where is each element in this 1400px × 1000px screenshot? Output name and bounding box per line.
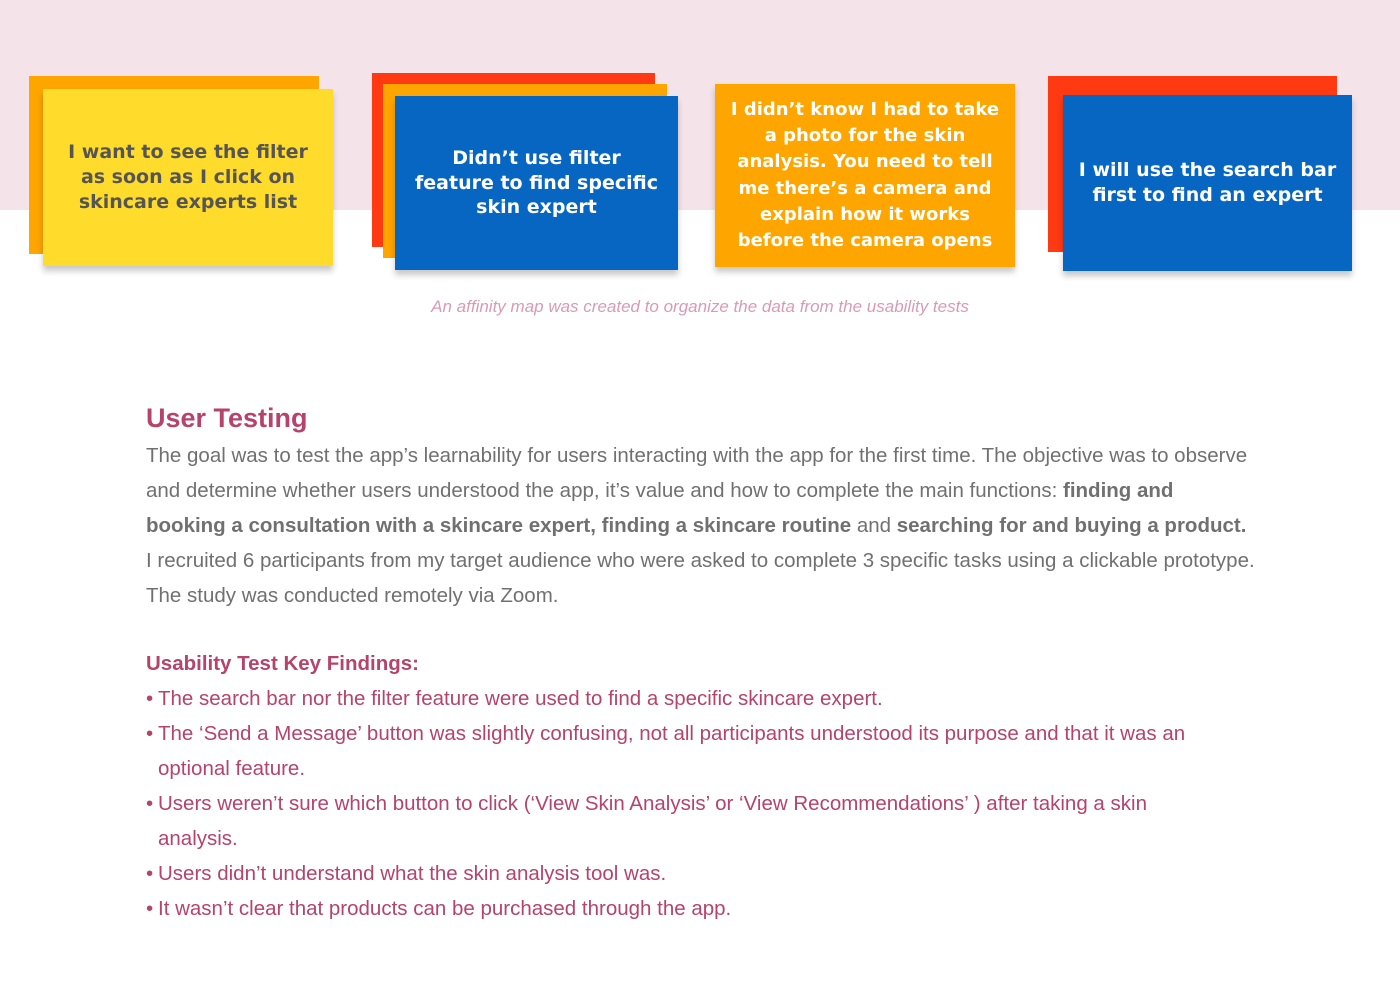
finding-item [146, 716, 1256, 786]
finding-text: The search bar nor the filter feature were used to find a specific skincare expert. [158, 687, 883, 710]
sticky-note-text: Didn’t use filter feature to find specific skin expert [415, 146, 658, 219]
finding-text: Users weren’t sure which button to click (‘View Skin Analysis’ or ‘View Recommendations’ ) after taking a skin analysis. [158, 792, 1147, 850]
findings-title: Usability Test Key Findings: [146, 652, 419, 675]
user-testing-section [146, 400, 1256, 926]
goal-intro-text: The goal was to test the app’s learnability for users interacting with the app for the first time. The objective was to observe and determine whether users understood the app, it’s value and how to complete the main functions: [146, 444, 1248, 502]
section-title: User Testing [146, 403, 308, 433]
bullet-glyph: • [146, 687, 154, 710]
sticky-note-text: I will use the search bar first to find an expert [1078, 159, 1337, 206]
goal-paragraph [146, 438, 1256, 543]
goal-and-text: and [851, 514, 897, 537]
sticky-note-text: I didn’t know I had to take a photo for the skin analysis. You need to tell me there’s a camera and explain how it works before the camera opens [730, 98, 1000, 252]
bullet-glyph: • [146, 897, 154, 920]
bullet-glyph: • [146, 792, 154, 815]
affinity-map-caption: An affinity map was created to organize the data from the usability tests [431, 297, 969, 316]
finding-item [146, 786, 1256, 856]
sticky-note-search-first [1063, 95, 1352, 271]
sticky-note-filter-unused [395, 96, 678, 270]
finding-item [146, 681, 1256, 716]
findings-list [146, 681, 1256, 926]
sticky-note-camera-confusion [715, 84, 1015, 267]
sticky-note-text: I want to see the filter as soon as I click on skincare experts list [68, 141, 308, 213]
bullet-glyph: • [146, 862, 154, 885]
bullet-glyph: • [146, 722, 154, 745]
finding-text: Users didn’t understand what the skin analysis tool was. [158, 862, 667, 885]
method-paragraph: I recruited 6 participants from my target audience who were asked to complete 3 specific tasks using a clickable prototype. The study was conducted remotely via Zoom. [146, 549, 1255, 607]
finding-text: It wasn’t clear that products can be purchased through the app. [158, 897, 732, 920]
finding-item [146, 856, 1256, 891]
goal-functions-bold: finding and booking a consultation with a skincare expert, finding a skincare routine [146, 479, 1174, 537]
goal-product-bold: searching for and buying a product. [896, 514, 1247, 537]
finding-text: The ‘Send a Message’ button was slightly confusing, not all participants understood its purpose and that it was an optional feature. [158, 722, 1186, 780]
finding-item [146, 891, 1256, 926]
sticky-note-filter-wish [43, 89, 333, 266]
